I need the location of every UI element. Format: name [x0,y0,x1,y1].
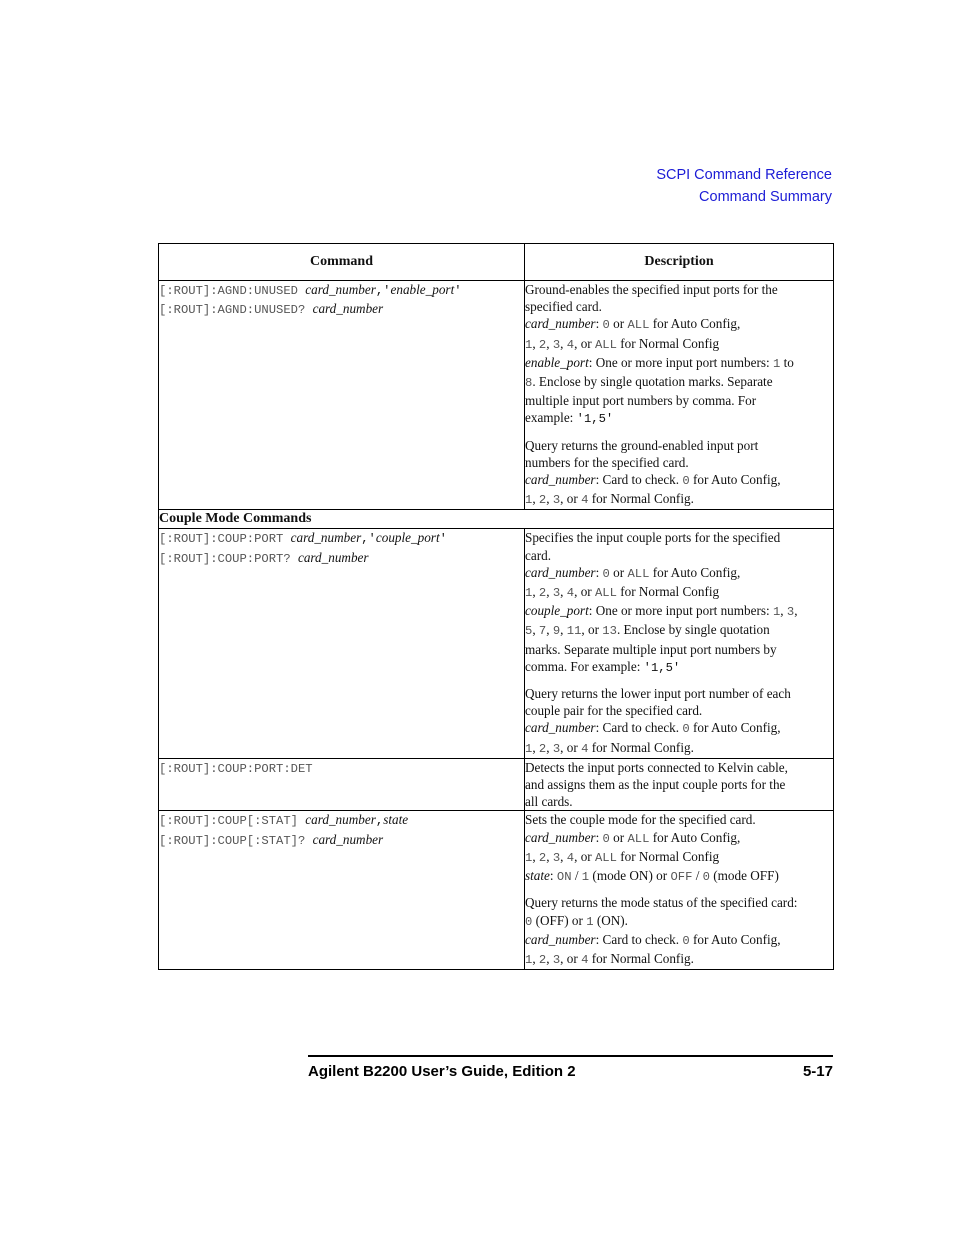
description-line: 1, 2, 3, 4, or ALL for Normal Config [525,584,720,601]
command-cell [159,529,525,758]
description-paragraph [525,685,833,758]
command-separator: ,' [375,284,391,298]
footer-title: Agilent B2200 User’s Guide, Edition 2 [308,1063,576,1080]
description-line: couple pair for the specified card. [525,703,703,719]
description-line: specified card. [525,299,602,315]
command-argument: card_number [305,282,376,297]
command-keyword: [:ROUT]:COUP:PORT? [159,551,298,566]
column-header-command: Command [159,244,525,281]
command-syntax [159,529,524,548]
table-header-row [159,244,834,281]
command-cell [159,758,525,811]
command-separator: , [375,814,384,829]
description-paragraph [525,759,833,811]
command-syntax [159,281,524,300]
description-line: Ground-enables the specified input ports for the [525,282,778,297]
description-cell [525,529,834,758]
description-line: marks. Separate multiple input port numbers by [525,641,777,657]
running-header [656,164,832,208]
command-syntax [159,811,524,830]
description-line: card_number: 0 or ALL for Auto Config, [525,829,741,846]
description-line: enable_port: One or more input port numbers: 1 to [525,354,794,371]
description-line: card_number: Card to check. 0 for Auto Config, [525,472,781,489]
section-row [159,510,834,529]
description-line: all cards. [525,794,573,810]
command-syntax [159,759,524,778]
description-line: Specifies the input couple ports for the specified [525,530,781,546]
query-syntax [159,549,524,568]
description-line: card_number: Card to check. 0 for Auto Config, [525,720,781,737]
footer-rule [308,1055,833,1057]
table-row [159,758,834,811]
description-line: 1, 2, 3, or 4 for Normal Config. [525,950,694,967]
description-line: Query returns the lower input port number of each [525,686,791,702]
description-cell [525,811,834,970]
command-summary-table [158,243,834,970]
command-keyword: [:ROUT]:COUP[:STAT]? [159,833,313,848]
description-line: 1, 2, 3, or 4 for Normal Config. [525,491,694,508]
command-argument: card_number [305,812,376,828]
command-argument: card_number [312,301,384,317]
table-row [159,281,834,510]
description-line: 5, 7, 9, 11, or 13. Enclose by single quotation [525,622,770,639]
description-line: numbers for the specified card. [525,454,689,470]
description-line: couple_port: One or more input port numbers: 1, 3, [525,603,798,620]
description-cell [525,281,834,510]
description-line: card_number: 0 or ALL for Auto Config, [525,316,741,333]
description-paragraph [525,894,833,969]
description-line: 8. Enclose by single quotation marks. Separate [525,374,773,391]
column-header-description: Description [525,244,834,281]
section-title: Couple Mode Commands [159,510,834,529]
command-keyword: [:ROUT]:AGND:UNUSED [159,284,306,298]
description-paragraph [525,811,833,886]
description-line: state: ON / 1 (mode ON) or OFF / 0 (mode OFF) [525,868,779,885]
description-line: Query returns the ground-enabled input port [525,437,759,453]
description-paragraph [525,437,833,510]
description-line: example: '1,5' [525,410,614,427]
command-cell [159,281,525,510]
query-syntax [159,831,524,850]
description-line: Detects the input ports connected to Kelvin cable, [525,759,788,775]
command-keyword: [:ROUT]:AGND:UNUSED? [159,303,313,318]
command-argument: state [383,812,409,828]
table-row [159,529,834,758]
command-argument: couple_port [375,530,440,546]
command-cell [159,811,525,970]
description-line: multiple input port numbers by comma. For [525,393,757,409]
description-line: and assigns them as the input couple ports for the [525,777,786,793]
command-separator: ' [454,284,462,298]
description-line: Query returns the mode status of the specified card: [525,895,798,911]
description-line: card. [525,547,551,563]
command-keyword: [:ROUT]:COUP[:STAT] [159,814,306,829]
description-cell [525,758,834,811]
description-paragraph [525,281,833,429]
description-line: card_number: Card to check. 0 for Auto Config, [525,931,781,948]
description-line: 1, 2, 3, or 4 for Normal Config. [525,739,694,756]
table-row [159,811,834,970]
description-line: card_number: 0 or ALL for Auto Config, [525,564,741,581]
description-line: 1, 2, 3, 4, or ALL for Normal Config [525,335,720,352]
command-argument: card_number [290,530,362,546]
command-keyword: [:ROUT]:COUP:PORT:DET [159,761,313,776]
chapter-link[interactable]: SCPI Command Reference [656,167,832,183]
description-line: Sets the couple mode for the specified card. [525,812,756,828]
command-separator: ' [439,532,447,547]
description-line: comma. For example: '1,5' [525,658,681,675]
command-argument: card_number [297,549,369,565]
query-syntax [159,300,524,319]
description-paragraph [525,529,833,677]
description-line: 0 (OFF) or 1 (ON). [525,912,628,929]
section-link[interactable]: Command Summary [699,189,832,205]
command-keyword: [:ROUT]:COUP:PORT [159,532,291,547]
command-argument: card_number [312,831,384,847]
command-argument: enable_port [390,282,455,297]
page-number: 5-17 [802,1063,833,1080]
command-separator: ,' [361,532,376,547]
description-line: 1, 2, 3, 4, or ALL for Normal Config [525,848,720,865]
